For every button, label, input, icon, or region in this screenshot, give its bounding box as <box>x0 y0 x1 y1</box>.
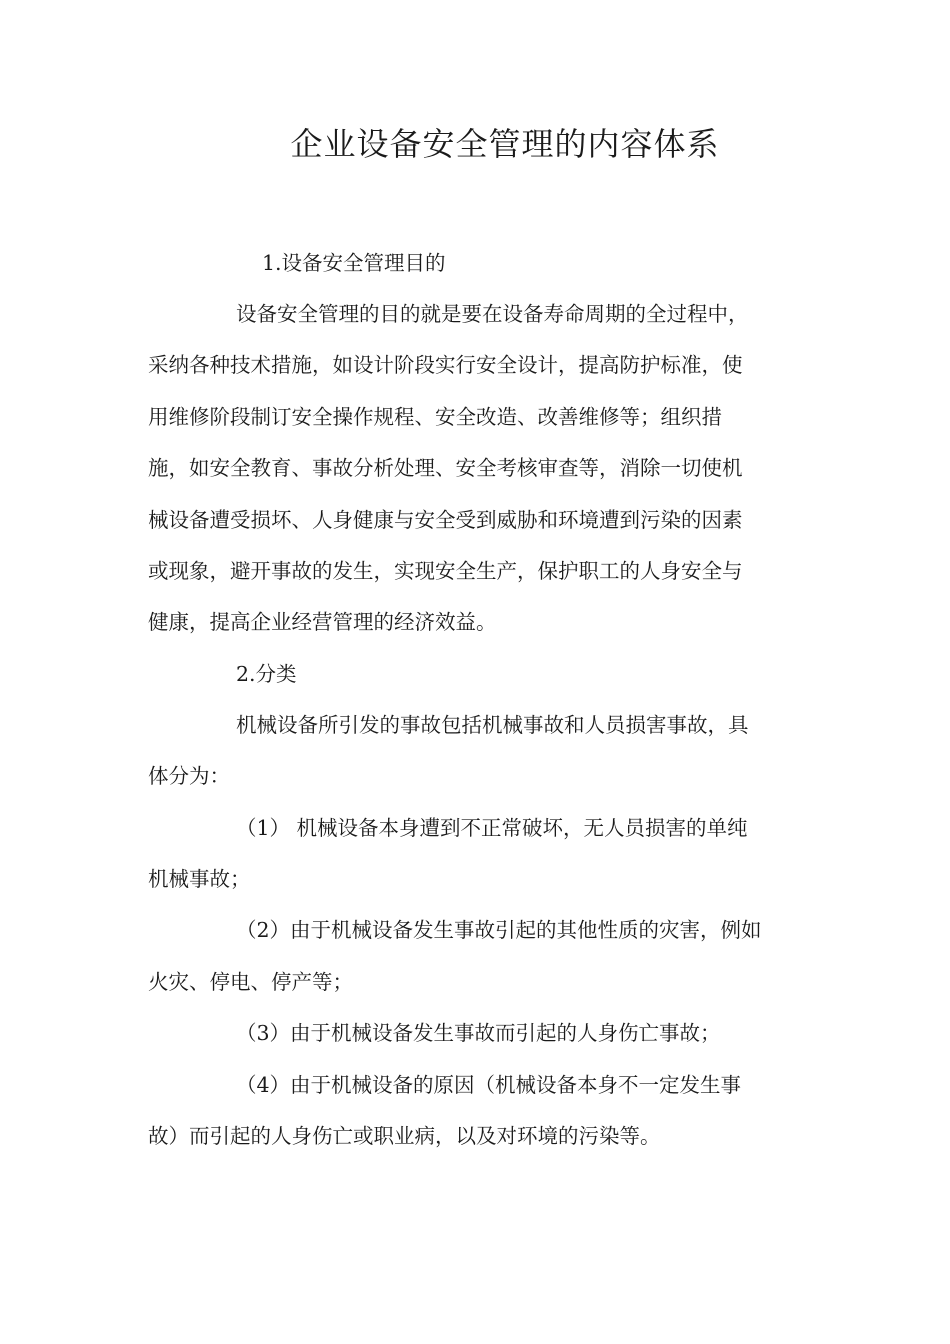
list-item-3: （3）由于机械设备发生事故而引起的人身伤亡事故； <box>236 1021 721 1045</box>
list-item-4: （4）由于机械设备的原因（机械设备本身不一定发生事 <box>236 1073 742 1097</box>
paragraph-line: 机械设备所引发的事故包括机械事故和人员损害事故，具 <box>236 713 749 737</box>
paragraph-line: 用维修阶段制订安全操作规程、安全改造、改善维修等；组织措 <box>148 405 722 429</box>
paragraph-line: 械设备遭受损坏、人身健康与安全受到威胁和环境遭到污染的因素 <box>148 508 743 532</box>
paragraph-line: 采纳各种技术措施，如设计阶段实行安全设计，提高防护标准，使 <box>148 353 743 377</box>
paragraph-line: 健康，提高企业经营管理的经济效益。 <box>148 610 497 634</box>
list-item-2: （2）由于机械设备发生事故引起的其他性质的灾害，例如 <box>236 918 762 942</box>
document-title: 企业设备安全管理的内容体系 <box>290 125 720 163</box>
list-item-1-cont: 机械事故； <box>148 867 251 891</box>
list-item-4-cont: 故）而引起的人身伤亡或职业病，以及对环境的污染等。 <box>148 1124 661 1148</box>
list-item-1: （1） 机械设备本身遭到不正常破坏，无人员损害的单纯 <box>236 816 748 840</box>
paragraph-line: 施，如安全教育、事故分析处理、安全考核审查等，消除一切使机 <box>148 456 743 480</box>
section-heading-purpose: 1.设备安全管理目的 <box>262 251 446 275</box>
paragraph-line: 或现象，避开事故的发生，实现安全生产，保护职工的人身安全与 <box>148 559 743 583</box>
list-item-2-cont: 火灾、停电、停产等； <box>148 970 353 994</box>
paragraph-line: 设备安全管理的目的就是要在设备寿命周期的全过程中， <box>236 302 749 326</box>
section-heading-classification: 2.分类 <box>236 662 297 686</box>
paragraph-line: 体分为： <box>148 764 230 788</box>
